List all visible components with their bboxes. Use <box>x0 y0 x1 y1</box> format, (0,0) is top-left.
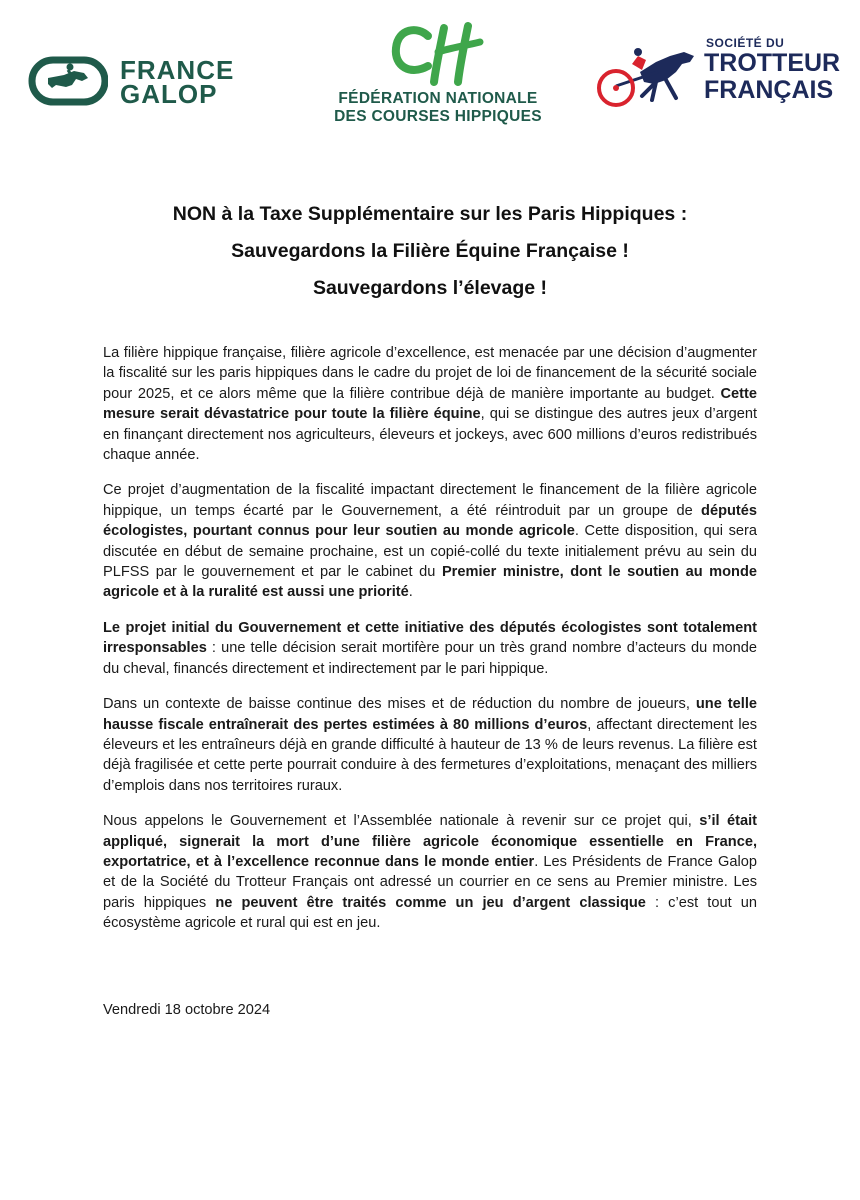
horse-rider-icon <box>26 54 108 108</box>
publication-date: Vendredi 18 octobre 2024 <box>103 1002 271 1018</box>
paragraph <box>103 694 757 796</box>
title-line-2: Sauvegardons la Filière Équine Française ! <box>231 240 629 262</box>
federation-monogram-icon <box>388 22 488 90</box>
paragraph <box>103 811 757 933</box>
bold-run: Cette mesure serait dévastatrice pour toute la filière équine <box>103 385 757 423</box>
bold-run: une telle hausse fiscale entraînerait des pertes estimées à 80 millions d’euros <box>103 696 757 733</box>
france-galop-line2: GALOP <box>120 79 218 109</box>
bold-run: Le projet initial du Gouvernement et cette initiative des députés écologistes sont totalement irresponsables <box>103 619 757 657</box>
text-run: : une telle décision serait mortifère pour un très grand nombre d’acteurs du monde du cheval, financés directement et indirectement par le pari hippique. <box>103 640 757 677</box>
text-run: . <box>408 584 413 601</box>
federation-line1: FÉDÉRATION NATIONALE <box>338 90 538 107</box>
france-galop-line1: FRANCE <box>120 55 235 85</box>
text-run: Dans un contexte de baisse continue des mises et de réduction du nombre de joueurs, <box>103 696 696 713</box>
text-run: , qui se distingue des autres jeux d’argent en finançant directement nos agriculteurs, éleveurs et jockeys, avec 600 millions d’euros redistribués chaque année. <box>103 406 757 464</box>
text-run: La filière hippique française, filière agricole d’excellence, est menacée par une décision d’augmenter la fiscalité sur les paris hippiques dans le cadre du projet de loi de financement de la sécurité sociale pour 2025, et ce alors même que la filière contribue déjà de manière importante au budget. <box>103 345 757 402</box>
trotteur-line1: TROTTEUR <box>704 49 841 77</box>
sulky-horse-icon <box>596 42 700 112</box>
text-run: : c’est tout un écosystème agricole et rural qui est en jeu. <box>103 894 757 932</box>
paragraph <box>103 343 757 465</box>
federation-logo <box>322 22 554 142</box>
bold-run: s’il était appliqué, signerait la mort d’une filière agricole économique essentielle en France, exportatrice, et à l’excellence reconnue dans le monde entier <box>103 813 757 870</box>
text-run: , affectant directement les éleveurs et les entraîneurs déjà en grande difficulté à hauteur de 13 % de leurs revenus. La filière est déjà fragilisée et cette perte pourrait conduire à des fermetures d’exploitations, menaçant des milliers d’emplois dans nos territoires ruraux. <box>103 716 757 794</box>
bold-run: députés écologistes, pourtant connus pour leur soutien au monde agricole <box>103 502 757 540</box>
text-run: Nous appelons le Gouvernement et l’Assemblée nationale à revenir sur ce projet qui, <box>103 813 700 830</box>
text-run: Ce projet d’augmentation de la fiscalité impactant directement le financement de la filière agricole hippique, un temps écarté par le Gouvernement, a été réintroduit par un groupe de <box>103 482 757 519</box>
france-galop-wordmark <box>120 55 235 109</box>
trotteur-francais-logo <box>596 36 846 116</box>
text-run: . Les Présidents de France Galop et de la Société du Trotteur Français ont adressé un courrier en ce sens au Premier ministre. Les paris hippiques <box>103 853 757 911</box>
bold-run: Premier ministre, dont le soutien au monde agricole et à la ruralité est aussi une priorité <box>103 564 758 601</box>
title-line-3: Sauvegardons l’élevage ! <box>312 277 548 299</box>
text-run: . Cette disposition, qui sera discutée en début de semaine prochaine, est un copié-collé du texte initialement prévu au sein du PLFSS par le gouvernement et par le cabinet du <box>103 523 758 581</box>
trotteur-line2: FRANÇAIS <box>704 76 834 104</box>
federation-wordmark <box>322 90 554 126</box>
title-line-1: NON à la Taxe Supplémentaire sur les Paris Hippiques : <box>172 203 688 225</box>
paragraph <box>103 618 757 679</box>
federation-line2: DES COURSES HIPPIQUES <box>334 108 542 125</box>
trotteur-small-line: SOCIÉTÉ DU <box>706 36 785 50</box>
header-logos <box>0 22 860 142</box>
bold-run: ne peuvent être traités comme un jeu d’argent classique <box>215 894 646 911</box>
body-text <box>103 343 757 949</box>
page-title <box>40 196 820 307</box>
paragraph <box>103 480 757 602</box>
france-galop-logo <box>26 54 266 114</box>
trotteur-wordmark <box>704 36 840 104</box>
